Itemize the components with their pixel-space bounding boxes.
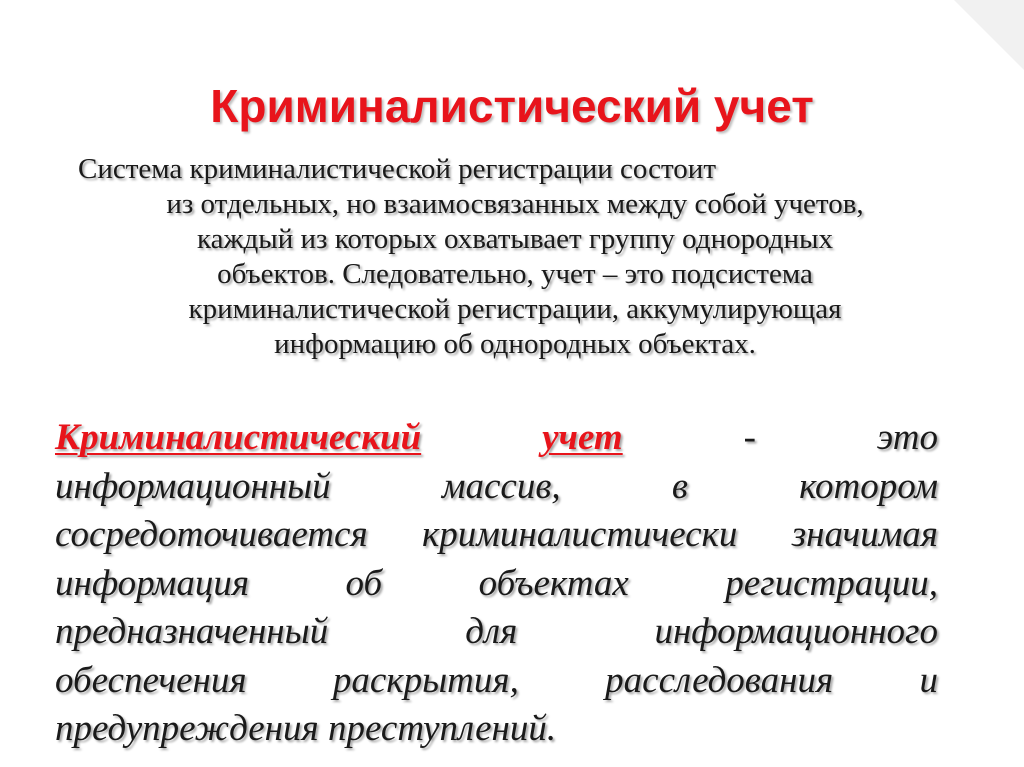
definition-word: - xyxy=(743,417,756,458)
intro-line: каждый из которых охватывает группу однородных xyxy=(196,223,834,255)
definition-word: в xyxy=(671,465,688,507)
definition-word: значимая xyxy=(791,514,938,555)
definition-word: и xyxy=(919,659,938,701)
definition-word: криминалистически xyxy=(422,514,738,555)
definition-word: об xyxy=(345,562,383,604)
definition-word: котором xyxy=(799,465,938,507)
definition-word: регистрации, xyxy=(725,562,938,604)
intro-paragraph xyxy=(50,152,980,362)
definition-line xyxy=(55,463,938,512)
definition-word: раскрытия, xyxy=(332,659,519,701)
definition-word: это xyxy=(876,417,938,458)
intro-line: информацию об однородных объектах. xyxy=(274,328,756,360)
definition-line xyxy=(55,414,938,463)
definition-line xyxy=(55,608,938,657)
definition-word: расследования xyxy=(605,659,834,701)
slide-title: Криминалистический учет xyxy=(210,80,814,132)
definition-word: объектах xyxy=(478,562,629,604)
intro-line: из отдельных, но взаимосвязанных между собой учетов, xyxy=(166,188,864,220)
intro-line: криминалистической регистрации, аккумулирующая xyxy=(188,293,842,325)
definition-line xyxy=(55,705,938,754)
definition-word: предназначенный xyxy=(55,611,329,652)
definition-word: информация xyxy=(55,562,250,604)
definition-word: обеспечения xyxy=(55,659,247,701)
definition-line xyxy=(55,657,938,706)
defined-term: Криминалистический xyxy=(55,417,422,458)
definition-line xyxy=(55,560,938,609)
intro-line: объектов. Следовательно, учет – это подсистема xyxy=(217,258,813,290)
definition-line xyxy=(55,511,938,560)
definition-paragraph xyxy=(55,414,938,754)
definition-word: сосредоточивается xyxy=(55,514,368,555)
definition-word: массив, xyxy=(441,465,561,507)
definition-word: предупреждения преступлений. xyxy=(55,708,557,749)
intro-line: Система криминалистической регистрации состоит xyxy=(78,153,716,185)
definition-word: информационного xyxy=(654,611,938,652)
definition-word: информационный xyxy=(55,465,331,507)
definition-word: для xyxy=(465,611,518,652)
corner-decoration xyxy=(954,0,1024,70)
defined-term: учет xyxy=(542,417,623,458)
